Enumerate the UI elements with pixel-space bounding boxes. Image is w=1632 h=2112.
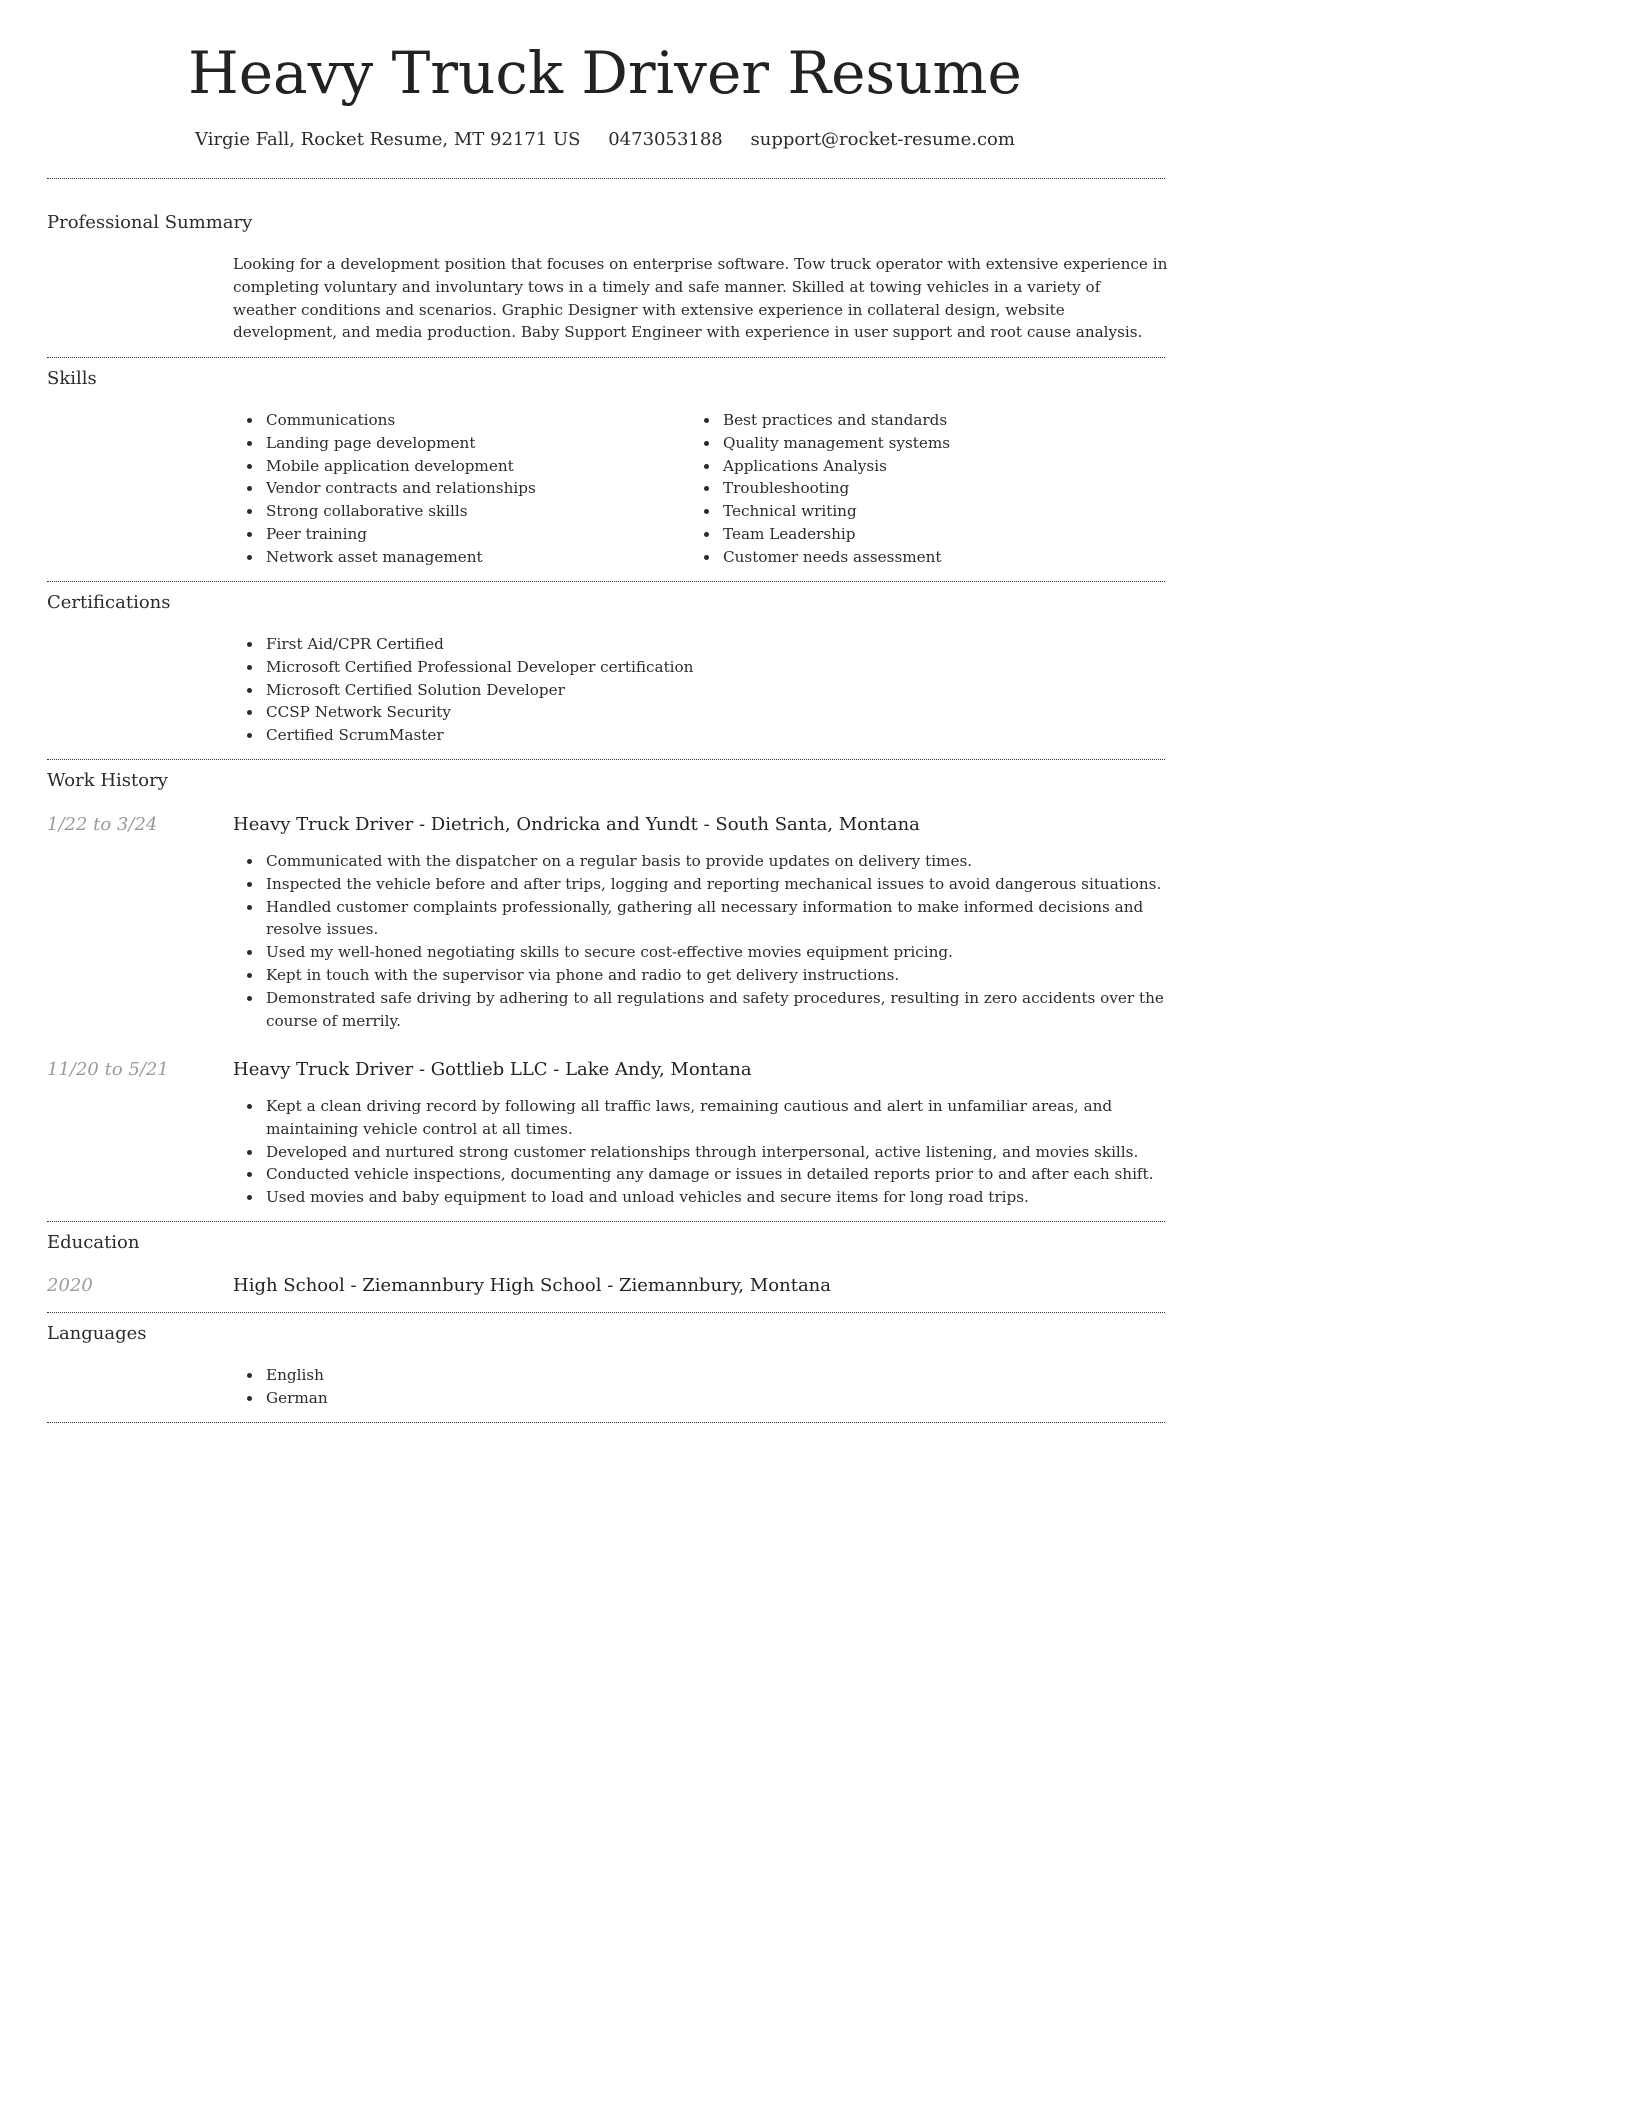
- certifications-list: [233, 633, 1166, 747]
- summary-heading: Professional Summary: [47, 212, 253, 233]
- skill-item: Team Leadership: [723, 523, 1163, 546]
- skill-item: Communications: [266, 409, 686, 432]
- skill-item: Best practices and standards: [723, 409, 1163, 432]
- skill-item: Troubleshooting: [723, 477, 1163, 500]
- skills-heading: Skills: [47, 368, 97, 389]
- job-title: Heavy Truck Driver - Dietrich, Ondricka and Yundt - South Santa, Montana: [233, 814, 920, 835]
- contact-phone: 0473053188: [608, 129, 723, 150]
- skill-item: Quality management systems: [723, 432, 1163, 455]
- job-dates: 11/20 to 5/21: [47, 1059, 169, 1080]
- job-bullet: Inspected the vehicle before and after trips, logging and reporting mechanical issues to avoid dangerous situations.: [266, 873, 1171, 896]
- job-title: Heavy Truck Driver - Gottlieb LLC - Lake Andy, Montana: [233, 1059, 752, 1080]
- certifications-heading: Certifications: [47, 592, 171, 613]
- languages-list: [233, 1364, 666, 1410]
- certification-item: CCSP Network Security: [266, 701, 1166, 724]
- skill-item: Network asset management: [266, 546, 686, 569]
- skill-item: Technical writing: [723, 500, 1163, 523]
- skill-item: Strong collaborative skills: [266, 500, 686, 523]
- work-history-heading: Work History: [47, 770, 168, 791]
- skills-list-right: [690, 409, 1163, 569]
- skill-item: Customer needs assessment: [723, 546, 1163, 569]
- skill-item: Peer training: [266, 523, 686, 546]
- divider: [47, 581, 1165, 582]
- skill-item: Vendor contracts and relationships: [266, 477, 686, 500]
- divider: [47, 1422, 1165, 1423]
- resume-title: Heavy Truck Driver Resume: [188, 39, 1022, 107]
- job-bullet: Demonstrated safe driving by adhering to all regulations and safety procedures, resulting in zero accidents over the course of merrily.: [266, 987, 1171, 1033]
- job-bullets: [233, 850, 1171, 1032]
- divider: [47, 759, 1165, 760]
- job-bullet: Developed and nurtured strong customer relationships through interpersonal, active listening, and movies skills.: [266, 1141, 1171, 1164]
- divider: [47, 357, 1165, 358]
- job-bullets: [233, 1095, 1171, 1209]
- contact-address: Virgie Fall, Rocket Resume, MT 92171 US: [195, 129, 581, 150]
- contact-email: support@rocket-resume.com: [750, 129, 1015, 150]
- divider: [47, 1221, 1165, 1222]
- skill-item: Applications Analysis: [723, 455, 1163, 478]
- job-bullet: Used movies and baby equipment to load and unload vehicles and secure items for long road trips.: [266, 1186, 1171, 1209]
- certification-item: Microsoft Certified Solution Developer: [266, 679, 1166, 702]
- divider: [47, 178, 1165, 179]
- job-bullet: Conducted vehicle inspections, documenting any damage or issues in detailed reports prior to and after each shift.: [266, 1163, 1171, 1186]
- languages-heading: Languages: [47, 1323, 147, 1344]
- job-bullet: Handled customer complaints professionally, gathering all necessary information to make informed decisions and resolve issues.: [266, 896, 1171, 942]
- job-bullet: Communicated with the dispatcher on a regular basis to provide updates on delivery times.: [266, 850, 1171, 873]
- job-bullet: Kept in touch with the supervisor via phone and radio to get delivery instructions.: [266, 964, 1171, 987]
- certification-item: First Aid/CPR Certified: [266, 633, 1166, 656]
- education-heading: Education: [47, 1232, 140, 1253]
- certification-item: Certified ScrumMaster: [266, 724, 1166, 747]
- job-bullet: Kept a clean driving record by following all traffic laws, remaining cautious and alert in unfamiliar areas, and maintaining vehicle control at all times.: [266, 1095, 1171, 1141]
- divider: [47, 1312, 1165, 1313]
- education-entry: High School - Ziemannbury High School - Ziemannbury, Montana: [233, 1275, 832, 1296]
- education-year: 2020: [47, 1275, 93, 1296]
- contact-line: [0, 128, 1210, 152]
- skills-list-left: [233, 409, 686, 569]
- language-item: German: [266, 1387, 666, 1410]
- summary-text: Looking for a development position that focuses on enterprise software. Tow truck operator with extensive experience in completing voluntary and involuntary tows in a timely and safe manner. Skilled at towing vehicles in a variety of weather conditions and scenarios. Graphic Designer with extensive experience in collateral design, website development, and media production. Baby Support Engineer with experience in user support and root cause analysis.: [233, 255, 1168, 342]
- skill-item: Landing page development: [266, 432, 686, 455]
- language-item: English: [266, 1364, 666, 1387]
- certification-item: Microsoft Certified Professional Developer certification: [266, 656, 1166, 679]
- job-dates: 1/22 to 3/24: [47, 814, 158, 835]
- skill-item: Mobile application development: [266, 455, 686, 478]
- job-bullet: Used my well-honed negotiating skills to secure cost-effective movies equipment pricing.: [266, 941, 1171, 964]
